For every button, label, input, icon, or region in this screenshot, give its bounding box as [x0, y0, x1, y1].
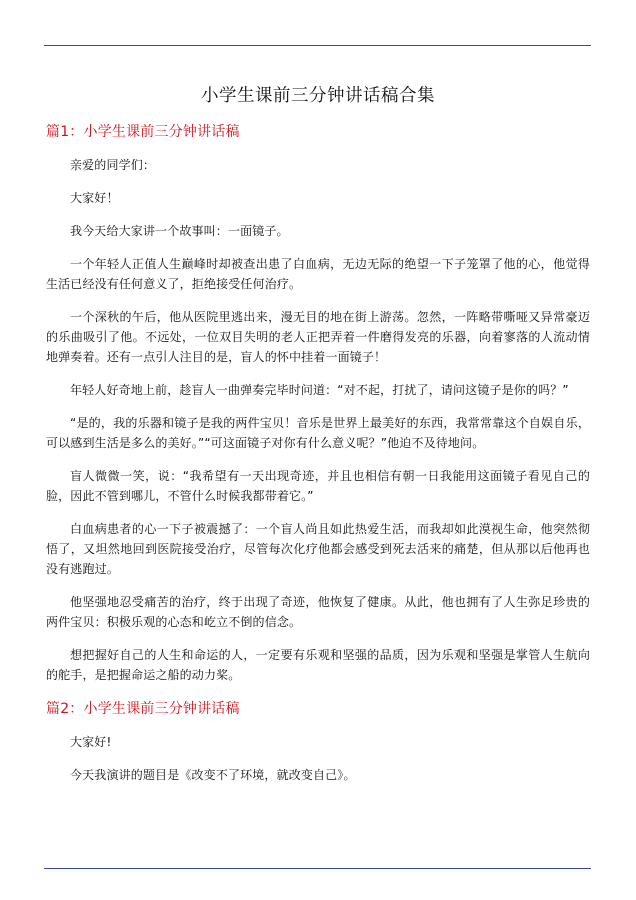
document-body — [46, 82, 590, 798]
paragraph: 我今天给大家讲一个故事叫：一面镜子。 — [70, 224, 289, 238]
paragraph: 大家好！ — [70, 191, 119, 205]
footer-rule — [44, 868, 591, 869]
section-2 — [46, 698, 590, 785]
paragraph: 白血病患者的心一下子被震撼了：一个盲人尚且如此热爱生活，而我却如此漠视生命，他突然彻悟了，又坦然地回到医院接受治疗，尽管每次化疗他都会感受到死去活来的痛楚，但从那以后他再也没有逃跑过。 — [46, 522, 590, 576]
section-1 — [46, 121, 590, 685]
paragraph: 亲爱的同学们： — [70, 158, 156, 172]
section-heading: 篇2：小学生课前三分钟讲话稿 — [46, 701, 240, 717]
paragraph: 一个年轻人正值人生巅峰时却被查出患了白血病，无边无际的绝望一下子笼罩了他的心，他觉得生活已经没有任何意义了，拒绝接受任何治疗。 — [46, 257, 590, 291]
paragraph: 他坚强地忍受痛苦的治疗，终于出现了奇迹，他恢复了健康。从此，他也拥有了人生弥足珍贵的两件宝贝：积极乐观的心态和屹立不倒的信念。 — [46, 595, 590, 629]
document-title: 小学生课前三分钟讲话稿合集 — [201, 86, 435, 106]
paragraph: 大家好! — [70, 735, 112, 749]
paragraph: 一个深秋的午后，他从医院里逃出来，漫无目的地在街上游荡。忽然，一阵略带嘶哑又异常豪迈的乐曲吸引了他。不远处，一位双目失明的老人正把弄着一件磨得发亮的乐器，向着寥落的人流动情地弹奏着。还有一点引人注目的是，盲人的怀中挂着一面镜子！ — [46, 310, 590, 364]
paragraph: 盲人微微一笑，说：“我希望有一天出现奇迹，并且也相信有朝一日我能用这面镜子看见自己的脸，因此不管到哪儿，不管什么时候我都带着它。” — [46, 469, 590, 503]
paragraph: 今天我演讲的题目是《改变不了环境，就改变自己》。 — [70, 768, 356, 782]
header-rule — [44, 45, 591, 46]
paragraph: 年轻人好奇地上前，趁盲人一曲弹奏完毕时问道：“对不起，打扰了，请问这镜子是你的吗？” — [70, 383, 569, 397]
section-heading: 篇1：小学生课前三分钟讲话稿 — [46, 124, 240, 140]
paragraph: “是的，我的乐器和镜子是我的两件宝贝！音乐是世界上最美好的东西，我常常靠这个自娱自乐，可以感到生活是多么的美好。”“可这面镜子对你有什么意义呢？”他迫不及待地问。 — [46, 416, 590, 450]
paragraph: 想把握好自己的人生和命运的人，一定要有乐观和坚强的品质，因为乐观和坚强是掌管人生航向的舵手，是把握命运之船的动力桨。 — [46, 648, 590, 682]
